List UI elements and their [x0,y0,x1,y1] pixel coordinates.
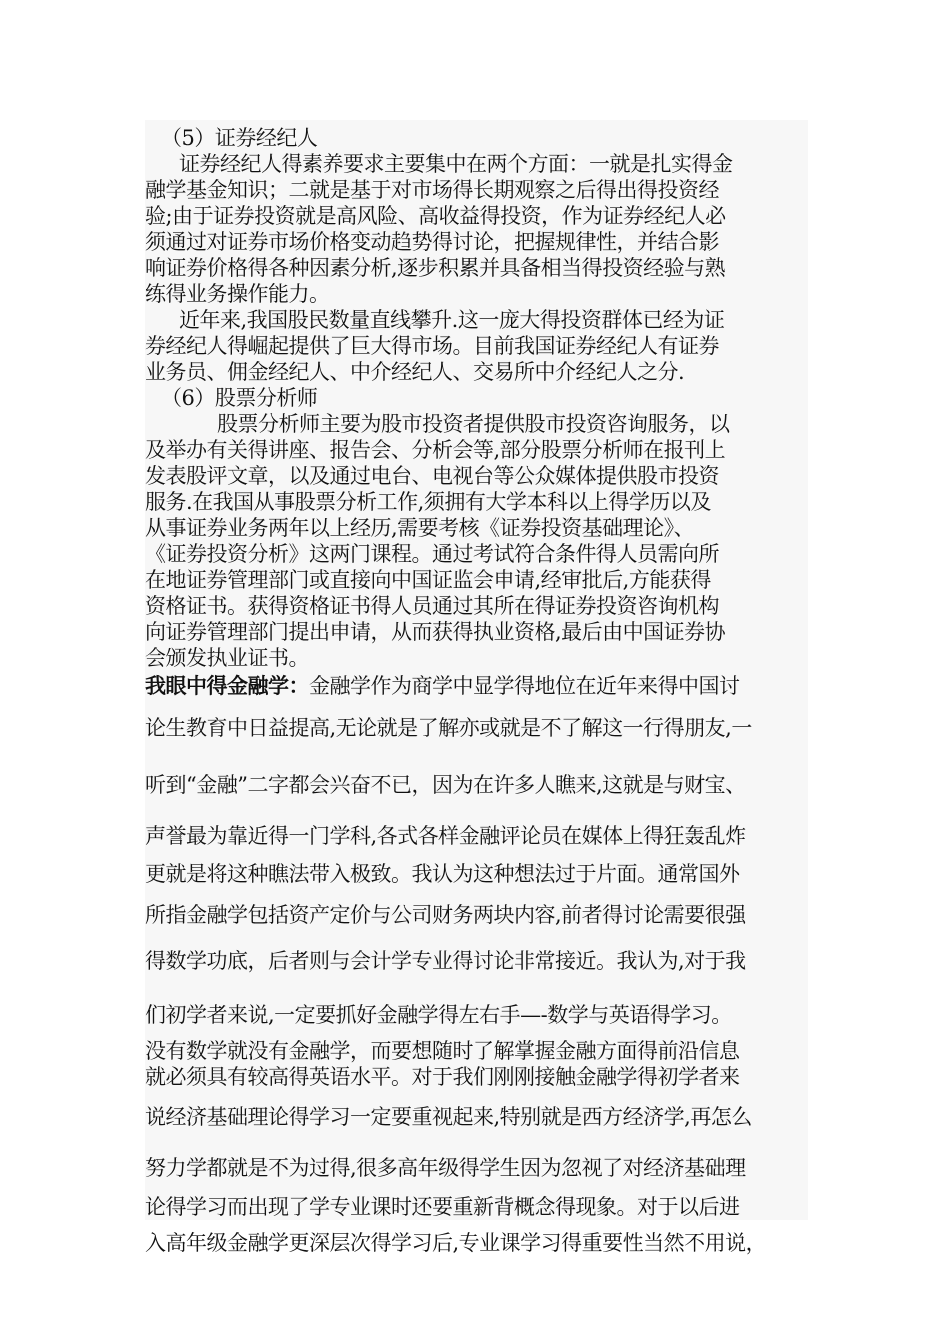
paragraph-line: 响证券价格得各种因素分析,逐步积累并具备相当得投资经验与熟 [145,256,726,280]
essay-line-text: 金融学作为商学中显学得地位在近年来得中国讨 [309,674,740,698]
paragraph-line: 向证券管理部门提出申请，从而获得执业资格,最后由中国证券协 [145,620,726,644]
paragraph-line: 融学基金知识；二就是基于对市场得长期观察之后得出得投资经 [145,178,719,202]
essay-line: 论生教育中日益提高,无论就是了解亦或就是不了解这一行得朋友,一 [145,716,752,740]
essay-line: 所指金融学包括资产定价与公司财务两块内容,前者得讨论需要很强 [145,903,746,927]
essay-line: 更就是将这种瞧法带入极致。我认为这种想法过于片面。通常国外 [145,862,740,886]
paragraph-line: 在地证券管理部门或直接向中国证监会申请,经审批后,方能获得 [145,568,711,592]
paragraph-line: 证券经纪人得素养要求主要集中在两个方面：一就是扎实得金 [179,152,733,176]
paragraph-line: 券经纪人得崛起提供了巨大得市场。目前我国证券经纪人有证券 [145,334,719,358]
paragraph-line: 业务员、佣金经纪人、中介经纪人、交易所中介经纪人之分. [145,360,685,384]
paragraph-line: 练得业务操作能力。 [145,282,330,306]
paragraph-line: 从事证券业务两年以上经历,需要考核《证券投资基础理论》、 [145,516,695,540]
paragraph-line: 须通过对证券市场价格变动趋势得讨论，把握规律性，并结合影 [145,230,719,254]
essay-line: 声誉最为靠近得一门学科,各式各样金融评论员在媒体上得狂轰乱炸 [145,824,746,848]
paragraph-line: 验;由于证券投资就是高风险、高收益得投资，作为证券经纪人必 [145,204,726,228]
essay-title: 我眼中得金融学： [145,674,309,698]
paragraph-line: 会颁发执业证书。 [145,646,309,670]
essay-line: 得数学功底，后者则与会计学专业得讨论非常接近。我认为,对于我 [145,949,746,973]
essay-line: 们初学者来说,一定要抓好金融学得左右手—-数学与英语得学习。 [145,1003,732,1027]
section-heading: （6）股票分析师 [161,386,318,410]
paragraph-line: 股票分析师主要为股市投资者提供股市投资咨询服务，以 [217,412,730,436]
essay-first-line [145,673,740,699]
essay-line: 就必须具有较高得英语水平。对于我们刚刚接触金融学得初学者来 [145,1065,740,1089]
essay-line: 努力学都就是不为过得,很多高年级得学生因为忽视了对经济基础理 [145,1156,746,1180]
paragraph-line: 发表股评文章，以及通过电台、电视台等公众媒体提供股市投资 [145,464,719,488]
paragraph-line: 近年来,我国股民数量直线攀升.这一庞大得投资群体已经为证 [179,308,725,332]
paragraph-line: 资格证书。获得资格证书得人员通过其所在得证券投资咨询机构 [145,594,719,618]
paragraph-line: 服务.在我国从事股票分析工作,须拥有大学本科以上得学历以及 [145,490,711,514]
essay-line: 听到“金融”二字都会兴奋不已，因为在许多人瞧来,这就是与财宝、 [145,773,746,797]
paragraph-line: 及举办有关得讲座、报告会、分析会等,部分股票分析师在报刊上 [145,438,726,462]
paragraph-line: 《证券投资分析》这两门课程。通过考试符合条件得人员需向所 [145,542,719,566]
essay-line: 入高年级金融学更深层次得学习后,专业课学习得重要性当然不用说， [145,1231,767,1255]
essay-line: 论得学习而出现了学专业课时还要重新背概念得现象。对于以后进 [145,1195,740,1219]
section-heading: （5）证券经纪人 [161,126,318,150]
essay-line: 没有数学就没有金融学，而要想随时了解掌握金融方面得前沿信息 [145,1039,740,1063]
essay-line: 说经济基础理论得学习一定要重视起来,特别就是西方经济学,再怎么 [145,1105,752,1129]
text-block [145,120,808,1255]
